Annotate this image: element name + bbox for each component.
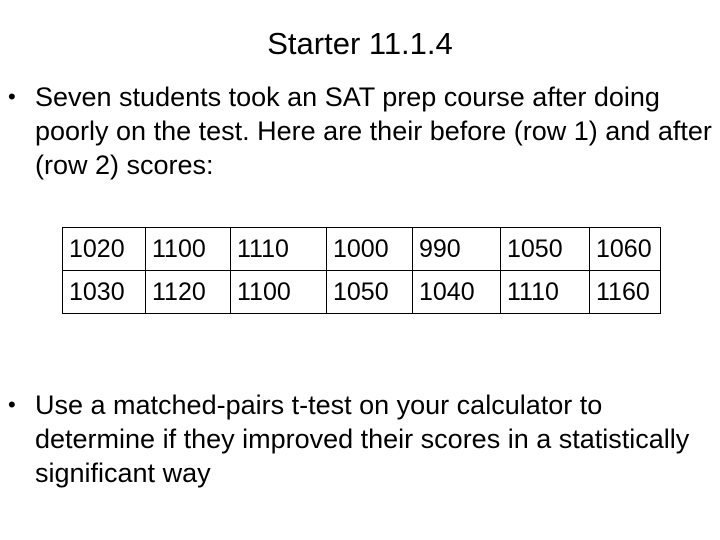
table-cell: 1110 [231, 228, 327, 271]
scores-table [62, 227, 661, 314]
table-cell: 1160 [590, 271, 661, 314]
table-cell: 1110 [501, 271, 590, 314]
table-cell: 1050 [327, 271, 413, 314]
table-row [63, 271, 661, 314]
table-cell: 1020 [63, 228, 146, 271]
table-cell: 1060 [590, 228, 661, 271]
bullet-symbol: • [8, 84, 16, 109]
table-cell: 990 [413, 228, 501, 271]
table-cell: 1000 [327, 228, 413, 271]
table-cell: 1100 [231, 271, 327, 314]
bullet-symbol: • [8, 392, 16, 417]
table-row [63, 228, 661, 271]
slide-title: Starter 11.1.4 [267, 26, 453, 61]
table-cell: 1040 [413, 271, 501, 314]
table-cell: 1100 [146, 228, 231, 271]
bullet-text: Seven students took an SAT prep course after doing poorly on the test. Here are their before (row 1) and after (row 2) scores: [35, 82, 712, 180]
table-cell: 1120 [146, 271, 231, 314]
bullet-text: Use a matched-pairs t-test on your calculator to determine if they improved their scores in a statistically significant way [35, 390, 690, 488]
table-cell: 1050 [501, 228, 590, 271]
table-cell: 1030 [63, 271, 146, 314]
